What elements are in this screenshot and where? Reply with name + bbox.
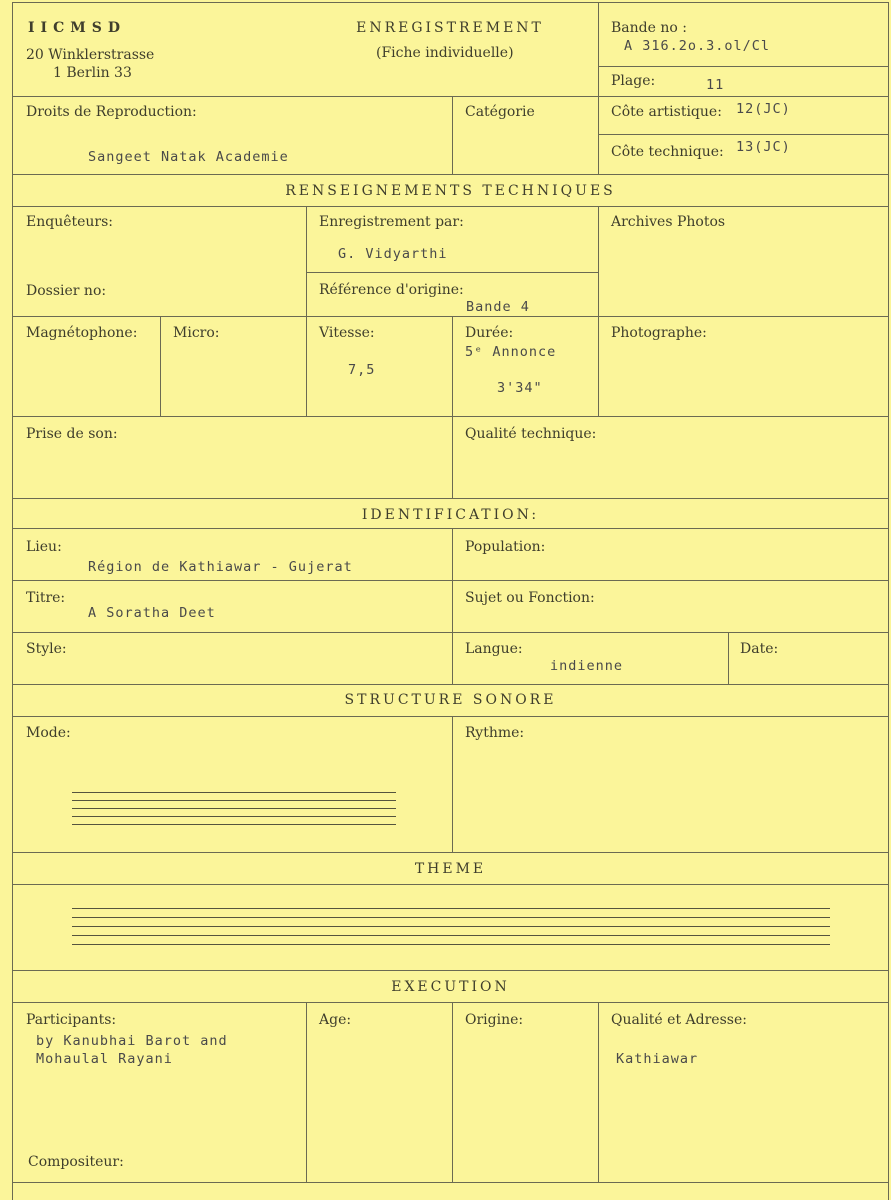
org-logo: IICMSD xyxy=(28,20,126,36)
duree-value-annonce: 5ᵉ Annonce xyxy=(465,344,557,360)
rule xyxy=(12,632,889,633)
participants-label: Participants: xyxy=(26,1012,117,1028)
staff-line xyxy=(72,808,396,809)
staff-line xyxy=(72,908,830,909)
qualite-adresse-value: Kathiawar xyxy=(616,1051,699,1067)
staff-line xyxy=(72,824,396,825)
section-renseignements: RENSEIGNEMENTS TECHNIQUES xyxy=(285,183,616,199)
rule xyxy=(598,2,599,96)
rule xyxy=(306,206,307,316)
vitesse-label: Vitesse: xyxy=(319,325,375,341)
cote-technique-value: 13(JC) xyxy=(736,139,791,155)
rule xyxy=(306,1002,307,1182)
archives-label: Archives Photos xyxy=(611,214,726,230)
sujet-label: Sujet ou Fonction: xyxy=(465,590,595,606)
address-line2: 1 Berlin 33 xyxy=(53,65,132,81)
address-line1: 20 Winklerstrasse xyxy=(26,47,155,63)
qualite-adresse-label: Qualité et Adresse: xyxy=(611,1012,747,1028)
staff-line xyxy=(72,917,830,918)
titre-label: Titre: xyxy=(26,590,66,606)
langue-label: Langue: xyxy=(465,641,523,657)
rule xyxy=(452,528,453,684)
rule xyxy=(12,316,889,317)
rule xyxy=(12,416,889,417)
enregistrement-label: Enregistrement par: xyxy=(319,214,464,230)
rule xyxy=(12,716,889,717)
droits-value: Sangeet Natak Academie xyxy=(88,149,289,165)
rule xyxy=(306,316,307,416)
participants-line1: by Kanubhai Barot and xyxy=(36,1033,228,1049)
reference-label: Référence d'origine: xyxy=(319,282,464,298)
rule xyxy=(12,1002,889,1003)
enregistrement-value: G. Vidyarthi xyxy=(338,246,448,262)
rule xyxy=(306,272,598,273)
rule xyxy=(452,1002,453,1182)
population-label: Population: xyxy=(465,539,546,555)
rule xyxy=(452,316,453,498)
rule xyxy=(12,580,889,581)
rule xyxy=(598,206,599,416)
rule xyxy=(12,852,889,853)
lieu-label: Lieu: xyxy=(26,539,62,555)
origine-label: Origine: xyxy=(465,1012,524,1028)
rule xyxy=(12,1182,889,1183)
langue-value: indienne xyxy=(550,658,624,674)
titre-value: A Soratha Deet xyxy=(88,605,216,621)
prise-label: Prise de son: xyxy=(26,426,118,442)
cote-artistique-value: 12(JC) xyxy=(736,101,791,117)
vitesse-value: 7,5 xyxy=(348,362,376,378)
rule xyxy=(12,96,889,97)
droits-label: Droits de Reproduction: xyxy=(26,104,197,120)
rule xyxy=(12,206,889,207)
rule xyxy=(598,96,599,174)
rule xyxy=(12,2,13,1200)
rythme-label: Rythme: xyxy=(465,725,525,741)
compositeur-label: Compositeur: xyxy=(28,1154,124,1170)
bande-label: Bande no : xyxy=(611,20,687,36)
rule xyxy=(12,528,889,529)
lieu-value: Région de Kathiawar - Gujerat xyxy=(88,559,353,575)
form-subtitle: (Fiche individuelle) xyxy=(376,45,514,61)
date-label: Date: xyxy=(740,641,779,657)
rule xyxy=(160,316,161,416)
rule xyxy=(888,2,889,1200)
cote-artistique-label: Côte artistique: xyxy=(611,104,722,120)
rule xyxy=(598,66,888,67)
plage-value: 11 xyxy=(706,77,725,93)
mode-label: Mode: xyxy=(26,725,71,741)
reference-value: Bande 4 xyxy=(466,299,530,315)
magnetophone-label: Magnétophone: xyxy=(26,325,138,341)
duree-value-time: 3'34" xyxy=(497,380,543,396)
rule xyxy=(452,716,453,852)
staff-line xyxy=(72,935,830,936)
staff-line xyxy=(72,800,396,801)
rule xyxy=(598,134,888,135)
dossier-label: Dossier no: xyxy=(26,283,107,299)
micro-label: Micro: xyxy=(173,325,220,341)
style-label: Style: xyxy=(26,641,67,657)
rule xyxy=(598,1002,599,1182)
rule xyxy=(12,498,889,499)
staff-line xyxy=(72,926,830,927)
cote-technique-label: Côte technique: xyxy=(611,144,724,160)
section-execution: EXECUTION xyxy=(391,979,510,995)
rule xyxy=(12,684,889,685)
age-label: Age: xyxy=(319,1012,352,1028)
form-title: ENREGISTREMENT xyxy=(356,20,544,36)
bande-value: A 316.2o.3.ol/Cl xyxy=(624,38,771,54)
staff-line xyxy=(72,944,830,945)
rule xyxy=(12,174,889,175)
section-structure: STRUCTURE SONORE xyxy=(344,692,557,708)
staff-line xyxy=(72,816,396,817)
participants-line2: Mohaulal Rayani xyxy=(36,1051,173,1067)
photographe-label: Photographe: xyxy=(611,325,707,341)
rule xyxy=(452,96,453,174)
rule xyxy=(728,632,729,684)
categorie-label: Catégorie xyxy=(465,104,535,120)
section-identification: IDENTIFICATION: xyxy=(361,507,540,523)
section-theme: THEME xyxy=(414,861,487,877)
rule xyxy=(12,884,889,885)
duree-label: Durée: xyxy=(465,325,514,341)
rule xyxy=(12,2,889,3)
qualite-technique-label: Qualité technique: xyxy=(465,426,597,442)
enqueteurs-label: Enquêteurs: xyxy=(26,214,114,230)
rule xyxy=(12,970,889,971)
staff-line xyxy=(72,792,396,793)
plage-label: Plage: xyxy=(611,73,656,89)
